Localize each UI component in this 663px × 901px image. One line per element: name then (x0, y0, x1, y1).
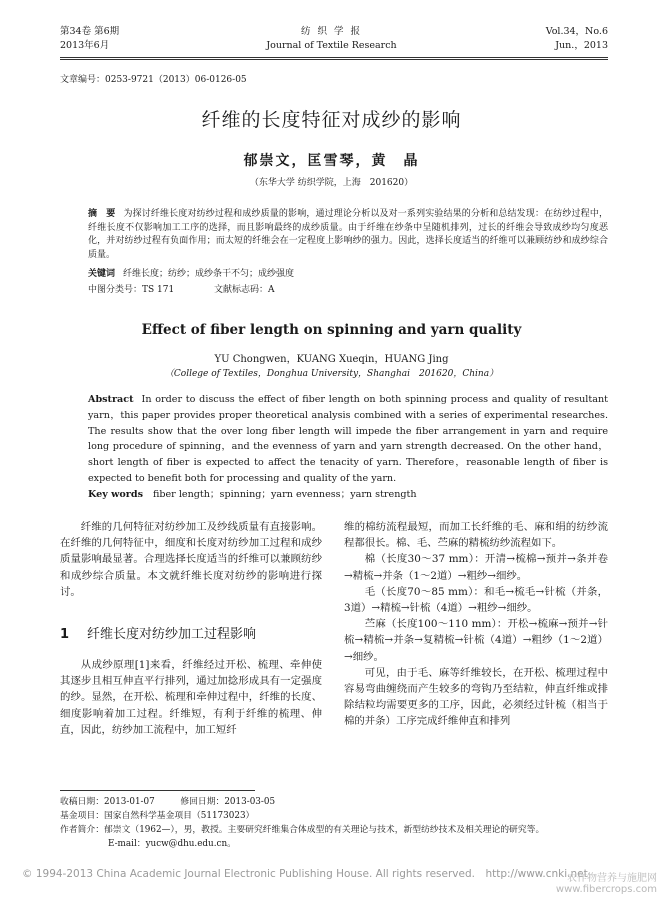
header-volume: 第34卷 第6期 (60, 26, 120, 37)
header-rule-2 (60, 59, 608, 60)
bio-text: 郁崇文（1962—），男，教授。主要研究纤维集合体成型的有关理论与技术，新型纺纱技术及相关理论的研究等。 (104, 825, 545, 835)
keywords-en-text: fiber length；spinning；yarn evenness；yarn strength (152, 488, 417, 500)
body-left-column (60, 519, 322, 600)
clc-label: 中图分类号： (88, 285, 143, 295)
paper-title-zh: 纤维的长度特征对成纱的影响 (201, 109, 462, 131)
keywords-zh-text: 纤维长度；纺纱；成纱条干不匀；成纱强度 (123, 269, 295, 279)
abstract-zh-text: 为探讨纤维长度对纺纱过程和成纱质量的影响，通过理论分析以及对一系列实验结果的分析和总结发现：在纺纱过程中，纤维长度不仅影响加工工序的选择，而且影响最终的成纱质量。由于纤维在纱条中呈随机排列，过长的纤维会导致成纱均匀度恶化，并对纺纱过程有负面作用；而太短的纤维会在一定程度上影响纱的强力。因此，选择长度适当的纤维可以兼顾纺纱和成纱综合质量。 (88, 209, 608, 260)
abstract-zh-label: 摘 要 (88, 209, 116, 219)
revised-date: 2013-03-05 (224, 797, 276, 807)
affiliation-en: （College of Textiles，Donghua University，Shanghai 201620，China） (164, 369, 499, 379)
intro-paragraph: 纤维的几何特征对纺纱加工及纱线质量有直接影响。在纤维的几何特征中，细度和长度对纺纱加工过程和成纱质量影响最显著。合理选择长度适当的纤维可以兼顾纺纱和成纱综合质量。本文就纤维长度对纺纱的影响进行探讨。 (60, 521, 322, 598)
fund-text: 国家自然科学基金项目（51173023） (104, 811, 255, 821)
fund-label: 基金项目： (60, 811, 104, 821)
footnote-email: E-mail：yucw@dhu.edu.cn。 (108, 839, 236, 849)
header-journal-zh: 纺 织 学 报 (300, 26, 363, 37)
section-heading (60, 623, 256, 642)
header-date: 2013年6月 (60, 40, 110, 51)
watermark-line1: 农作物营养与施肥网 (567, 873, 657, 884)
process-ramie: 苎麻（长度100～110 mm）：开松→梳麻→预并→针梳→精梳→并条→复精梳→针梳（4道）→粗纱（1～2道）→细纱。 (344, 618, 608, 663)
received-date: 2013-01-07 (104, 797, 155, 807)
keywords-en-label: Key words (88, 488, 143, 500)
process-wool: 毛（长度70～85 mm）：和毛→梳毛→针梳（并条，3道）→精梳→针梳（4道）→粗纱→细纱。 (344, 585, 608, 615)
revised-label: 修回日期： (180, 797, 225, 807)
header-date-en: Jun.，2013 (555, 40, 608, 51)
affiliation-zh: （东华大学 纺织学院，上海 201620） (249, 178, 414, 188)
section-number: 1 (60, 627, 70, 642)
footnote-bio (60, 823, 608, 837)
process-cotton: 棉（长度30～37 mm）：开清→梳棉→预并→条并卷→精梳→并条（1～2道）→粗纱→细纱。 (344, 553, 608, 582)
bio-label: 作者简介： (60, 825, 104, 835)
paper-title-en: Effect of fiber length on spinning and yarn quality (141, 322, 522, 338)
copyright-line: © 1994-2013 China Academic Journal Electronic Publishing House. All rights reserved. http://www.cnki.net (22, 868, 588, 880)
classification-line (88, 284, 608, 298)
authors-en: YU Chongwen，KUANG Xueqin，HUANG Jing (214, 354, 449, 365)
footnote-rule (60, 790, 255, 791)
body-left-column-2 (60, 657, 322, 738)
footnote-dates (60, 795, 608, 809)
paragraph-principle: 从成纱原理[1]来看，纤维经过开松、梳理、牵伸使其逐步且相互伸直平行排列，通过加捻形成具有一定强度的纱。显然，在开松、梳理和牵伸过程中，纤维的长度、细度影响着加工过程。纤维短，有利于纤维的梳理、伸直，因此，纺纱加工流程中，加工短纤 (60, 659, 322, 736)
keywords-zh-label: 关键词 (88, 269, 116, 279)
paragraph-right-5: 可见，由于毛、麻等纤维较长，在开松、梳理过程中容易弯曲缠绕而产生较多的弯钩乃至结粒，伸直纤维或排除结粒均需要更多的工序，因此，必须经过针梳（相当于棉的并条）工序完成纤维伸直和排列 (344, 666, 608, 728)
abstract-en-text: In order to discuss the effect of fiber length on both spinning process and quality of resultant yarn，this paper provides proper theoretical analysis combined with a series of experimental researches. The results show that the over long fiber length will impede the fiber arrangement in yarn and require long procedure of spinning，and the evenness of yarn and yarn strength decreased. On the other hand，short length of fiber is expected to affect the tenacity of yarn. Therefore，reasonable length of fiber is expected to benefit both for processing and quality of the yarn. (88, 394, 608, 484)
doc-code-label: 文献标志码： (213, 285, 268, 295)
keywords-en (88, 487, 608, 503)
watermark (556, 873, 657, 895)
header-journal-en: Journal of Textile Research (266, 40, 397, 51)
section-title: 纤维长度对纺纱加工过程影响 (87, 627, 257, 642)
abstract-zh (88, 208, 608, 262)
keywords-zh (88, 268, 608, 282)
body-right-column (344, 519, 608, 730)
header-rule (60, 57, 608, 58)
clc-value: TS 171 (142, 285, 175, 295)
abstract-en-label: Abstract (88, 394, 134, 405)
watermark-line2: www.fibercrops.com (555, 884, 657, 895)
footnote (60, 795, 608, 851)
paragraph-right-1: 维的棉纺流程最短，而加工长纤维的毛、麻和绢的纺纱流程都很长。棉、毛、苎麻的精梳纺纱流程如下。 (344, 521, 608, 550)
received-label: 收稿日期： (60, 797, 104, 807)
abstract-en (88, 392, 608, 503)
doc-code-value: A (268, 285, 275, 295)
footnote-fund (60, 809, 608, 823)
authors-zh: 郁崇文，匡雪琴，黄 晶 (243, 153, 420, 169)
article-number: 文章编号：0253-9721（2013）06-0126-05 (60, 75, 247, 85)
header-vol-en: Vol.34，No.6 (545, 26, 608, 37)
